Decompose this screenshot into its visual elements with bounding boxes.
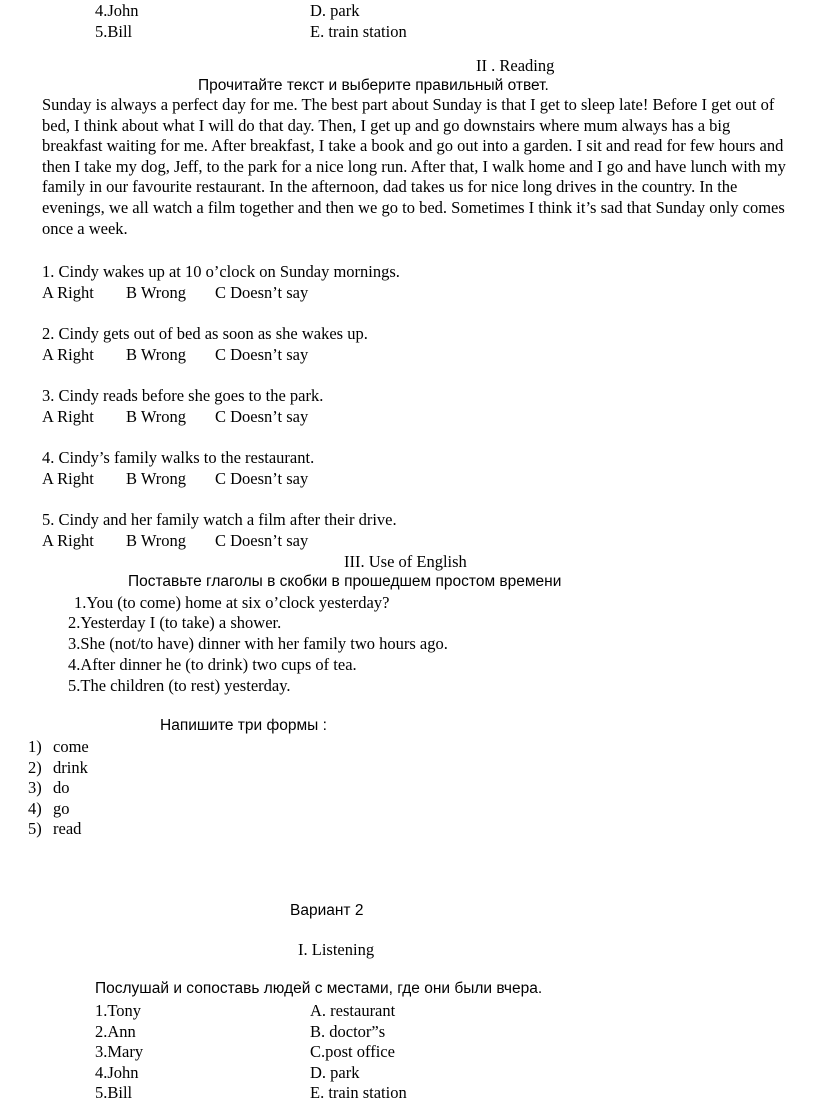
verb-word: do	[53, 778, 70, 797]
verb-word: go	[53, 799, 70, 818]
listening-heading: I. Listening	[298, 940, 375, 959]
sentence: 3.She (not/to have) dinner with her family two hours ago.	[68, 634, 448, 653]
match-place: D. park	[310, 1, 360, 20]
option-b: B Wrong	[126, 283, 186, 302]
match-person: 3.Mary	[95, 1042, 144, 1061]
option-a: A Right	[42, 407, 94, 426]
option-c: C Doesn’t say	[215, 283, 309, 302]
question: 5. Cindy and her family watch a film after their drive.	[42, 510, 397, 529]
match-person: 2.Ann	[95, 1022, 136, 1041]
match-place: B. doctor”s	[310, 1022, 386, 1041]
match-place: A. restaurant	[310, 1001, 396, 1020]
match-person: 5.Bill	[95, 1083, 133, 1102]
listening-instruction: Послушай и сопоставь людей с местами, где они были вчера.	[95, 980, 543, 997]
verb-word: read	[53, 819, 82, 838]
verb-number: 2)	[28, 758, 42, 777]
option-b: B Wrong	[126, 531, 186, 550]
match-person: 1.Tony	[95, 1001, 142, 1020]
forms-instruction: Напишите три формы :	[160, 717, 327, 734]
match-place: C.post office	[310, 1042, 395, 1061]
use-of-english-heading: III. Use of English	[344, 552, 467, 571]
sentence: 1.You (to come) home at six o’clock yesterday?	[74, 593, 390, 612]
option-c: C Doesn’t say	[215, 407, 309, 426]
sentence: 5.The children (to rest) yesterday.	[68, 676, 291, 695]
match-place: E. train station	[310, 1083, 407, 1102]
option-b: B Wrong	[126, 345, 186, 364]
question: 2. Cindy gets out of bed as soon as she wakes up.	[42, 324, 368, 343]
use-of-english-instruction: Поставьте глаголы в скобки в прошедшем простом времени	[128, 573, 562, 590]
reading-heading: II . Reading	[476, 56, 555, 75]
option-a: A Right	[42, 345, 94, 364]
sentence: 4.After dinner he (to drink) two cups of tea.	[68, 655, 357, 674]
verb-word: drink	[53, 758, 88, 777]
option-c: C Doesn’t say	[215, 345, 309, 364]
option-a: A Right	[42, 469, 94, 488]
verb-number: 1)	[28, 737, 42, 756]
option-a: A Right	[42, 531, 94, 550]
option-b: B Wrong	[126, 469, 186, 488]
match-person: 4.John	[95, 1, 139, 20]
verb-number: 3)	[28, 778, 42, 797]
question: 3. Cindy reads before she goes to the park.	[42, 386, 324, 405]
question: 1. Cindy wakes up at 10 o’clock on Sunday mornings.	[42, 262, 400, 281]
sentence: 2.Yesterday I (to take) a shower.	[68, 613, 282, 632]
option-c: C Doesn’t say	[215, 469, 309, 488]
question: 4. Cindy’s family walks to the restaurant.	[42, 448, 315, 467]
reading-instruction: Прочитайте текст и выберите правильный ответ.	[198, 77, 549, 94]
variant-title: Вариант 2	[290, 902, 364, 919]
verb-number: 4)	[28, 799, 42, 818]
verb-word: come	[53, 737, 89, 756]
option-c: C Doesn’t say	[215, 531, 309, 550]
match-person: 4.John	[95, 1063, 139, 1082]
option-b: B Wrong	[126, 407, 186, 426]
reading-text: Sunday is always a perfect day for me. The best part about Sunday is that I get to sleep late! Before I get out of bed, I think about what I will do that day. Then, I get up and go downstairs where mum always has a big breakfast waiting for me. After breakfast, I take a book and go out into a garden. I sit and read for few hours and then I take my dog, Jeff, to the park for a nice long run. After that, I walk home and I go and have lunch with my family in our favourite restaurant. In the afternoon, dad takes us for nice long drives in the country. In the evenings, we all watch a film together and then we go to bed. Sometimes I think it’s sad that Sunday only comes once a week.	[42, 95, 786, 238]
match-place: E. train station	[310, 22, 407, 41]
match-person: 5.Bill	[95, 22, 133, 41]
match-place: D. park	[310, 1063, 360, 1082]
verb-number: 5)	[28, 819, 42, 838]
option-a: A Right	[42, 283, 94, 302]
